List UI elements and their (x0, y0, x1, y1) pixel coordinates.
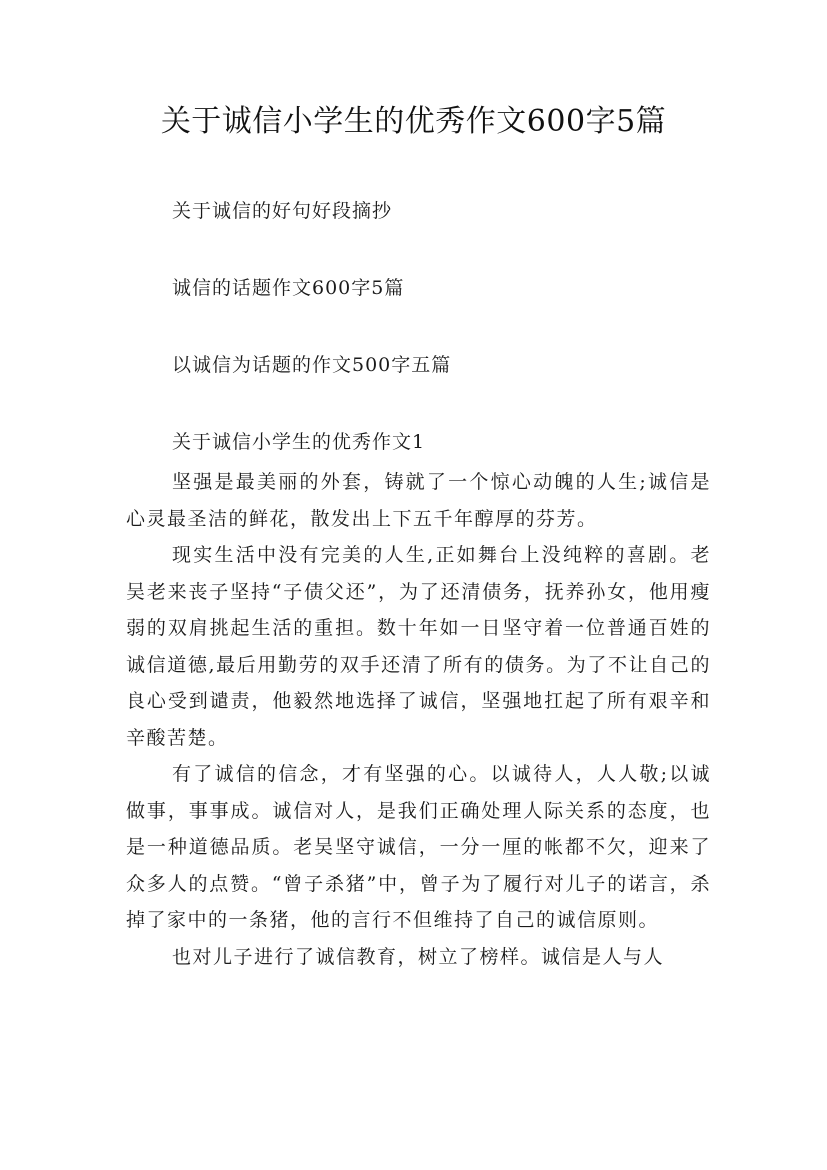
article-body (126, 464, 711, 975)
document-title: 关于诚信小学生的优秀作文600字5篇 (160, 104, 667, 139)
paragraph-3: 有了诚信的信念，才有坚强的心。以诚待人，人人敬;以诚做事，事事成。诚信对人，是我们正确处理人际关系的态度，也是一种道德品质。老吴坚守诚信，一分一厘的帐都不欠，迎来了众多人的点赞。“曾子杀猪”中，曾子为了履行对儿子的诺言，杀掉了家中的一条猪，他的言行不但维持了自己的诚信原则。 (126, 763, 711, 931)
related-link-1[interactable]: 关于诚信的好句好段摘抄 (172, 200, 393, 222)
paragraph-2: 现实生活中没有完美的人生,正如舞台上没纯粹的喜剧。老吴老来丧子坚持“子债父还”，为了还清债务，抚养孙女，他用瘦弱的双肩挑起生活的重担。数十年如一日坚守着一位普通百姓的诚信道德,最后用勤劳的双手还清了所有的债务。为了不让自己的良心受到谴责，他毅然地选择了诚信，坚强地扛起了所有艰辛和辛酸苦楚。 (126, 544, 711, 749)
section-heading: 关于诚信小学生的优秀作文1 (172, 431, 426, 453)
paragraph-4: 也对儿子进行了诚信教育，树立了榜样。诚信是人与人 (172, 945, 665, 968)
related-link-2[interactable]: 诚信的话题作文600字5篇 (172, 277, 405, 299)
paragraph-1: 坚强是最美丽的外套，铸就了一个惊心动魄的人生;诚信是心灵最圣洁的鲜花，散发出上下五千年醇厚的芬芳。 (126, 471, 711, 530)
related-link-3[interactable]: 以诚信为话题的作文500字五篇 (172, 354, 452, 376)
